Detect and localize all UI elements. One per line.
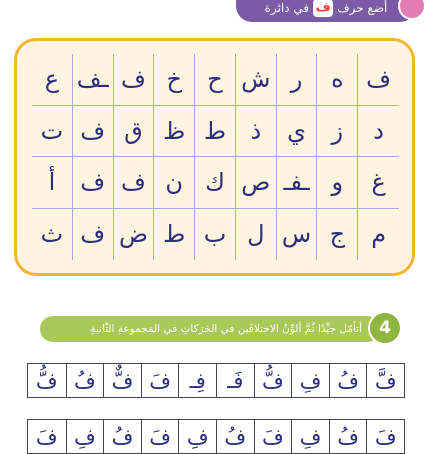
grid-letter-cell[interactable]: ض <box>114 209 155 261</box>
vowel-cell[interactable]: فِ <box>291 364 329 397</box>
grid-letter-cell[interactable]: ج <box>317 209 358 261</box>
vowel-cell[interactable]: فُ <box>66 364 104 397</box>
grid-letter-cell[interactable]: ص <box>236 157 277 209</box>
grid-letter-cell[interactable]: ح <box>195 54 236 106</box>
grid-letter-cell[interactable]: ت <box>32 106 73 158</box>
grid-letter-cell[interactable]: و <box>317 157 358 209</box>
grid-letter-cell[interactable]: ك <box>195 157 236 209</box>
grid-letter-cell[interactable]: خ <box>154 54 195 106</box>
grid-letter-cell[interactable]: س <box>277 209 318 261</box>
vowel-cell[interactable]: فُ <box>329 364 367 397</box>
letter-grid <box>32 54 399 260</box>
grid-letter-cell[interactable]: ف <box>114 157 155 209</box>
instruction-1-text-after: في دائرة <box>264 1 310 15</box>
vowel-cell[interactable]: فِ <box>291 420 329 453</box>
vowel-cell[interactable]: فَ <box>254 420 292 453</box>
letter-grid-box <box>14 38 415 276</box>
vowel-cell[interactable]: فُ <box>103 420 141 453</box>
target-letter-badge: ف <box>313 0 333 17</box>
grid-letter-cell[interactable]: ي <box>277 106 318 158</box>
vowel-cell[interactable]: فٌّ <box>103 364 141 397</box>
vowel-cell[interactable]: فَّ <box>366 364 404 397</box>
grid-letter-cell[interactable]: أ <box>32 157 73 209</box>
grid-letter-cell[interactable]: ف <box>114 54 155 106</box>
vowel-cell[interactable]: فِـ <box>178 364 216 397</box>
instruction-2-banner <box>40 316 380 342</box>
instruction-1-text-before: أضع حرف <box>337 1 388 15</box>
grid-letter-cell[interactable]: ق <box>114 106 155 158</box>
grid-letter-cell[interactable]: ف <box>73 106 114 158</box>
vowel-cell[interactable]: فَ <box>35 424 58 449</box>
grid-letter-cell[interactable]: ث <box>32 209 73 261</box>
grid-letter-cell[interactable]: ر <box>277 54 318 106</box>
instruction-2-text: أتأمّل جيِّدًا ثُمَّ ألوِّنُ الاختلافَين في الحَرَكاتِ في المَجموعةِ الثّانيةِ <box>90 323 362 335</box>
vowel-cell[interactable]: فِ <box>66 420 104 453</box>
grid-letter-cell[interactable]: د <box>358 106 399 158</box>
grid-letter-cell[interactable]: ف <box>358 54 399 106</box>
vowel-cell[interactable]: فَ <box>141 420 179 453</box>
grid-letter-cell[interactable]: ش <box>236 54 277 106</box>
grid-letter-cell[interactable]: ن <box>154 157 195 209</box>
vowel-strip-2 <box>27 419 405 454</box>
instruction-2-number-badge: 4 <box>368 311 402 345</box>
grid-letter-cell[interactable]: ز <box>317 106 358 158</box>
vowel-cell[interactable]: فَ <box>141 364 179 397</box>
instruction-1-banner <box>236 0 416 22</box>
grid-letter-cell[interactable]: ـف <box>73 54 114 106</box>
grid-letter-cell[interactable]: ط <box>154 209 195 261</box>
grid-letter-cell[interactable]: ب <box>195 209 236 261</box>
vowel-cell[interactable]: فَ <box>366 420 404 453</box>
vowel-cell[interactable]: فَـ <box>216 364 254 397</box>
grid-letter-cell[interactable]: ـفـ <box>277 157 318 209</box>
vowel-cell[interactable]: فُّ <box>254 364 292 397</box>
grid-letter-cell[interactable]: ل <box>236 209 277 261</box>
grid-letter-cell[interactable]: ف <box>73 209 114 261</box>
grid-letter-cell[interactable]: ع <box>32 54 73 106</box>
grid-letter-cell[interactable]: غ <box>358 157 399 209</box>
grid-letter-cell[interactable]: ف <box>73 157 114 209</box>
grid-letter-cell[interactable]: م <box>371 220 387 249</box>
vowel-cell[interactable]: فُّ <box>35 368 58 393</box>
instruction-1-number-badge <box>398 0 426 20</box>
vowel-strip-1 <box>27 363 405 398</box>
vowel-cell[interactable]: فِ <box>178 420 216 453</box>
grid-letter-cell[interactable]: ط <box>195 106 236 158</box>
grid-letter-cell[interactable]: ذ <box>236 106 277 158</box>
grid-letter-cell[interactable]: ه <box>317 54 358 106</box>
vowel-cell[interactable]: فُ <box>216 420 254 453</box>
vowel-cell[interactable]: فُ <box>329 420 367 453</box>
grid-letter-cell[interactable]: ظ <box>154 106 195 158</box>
